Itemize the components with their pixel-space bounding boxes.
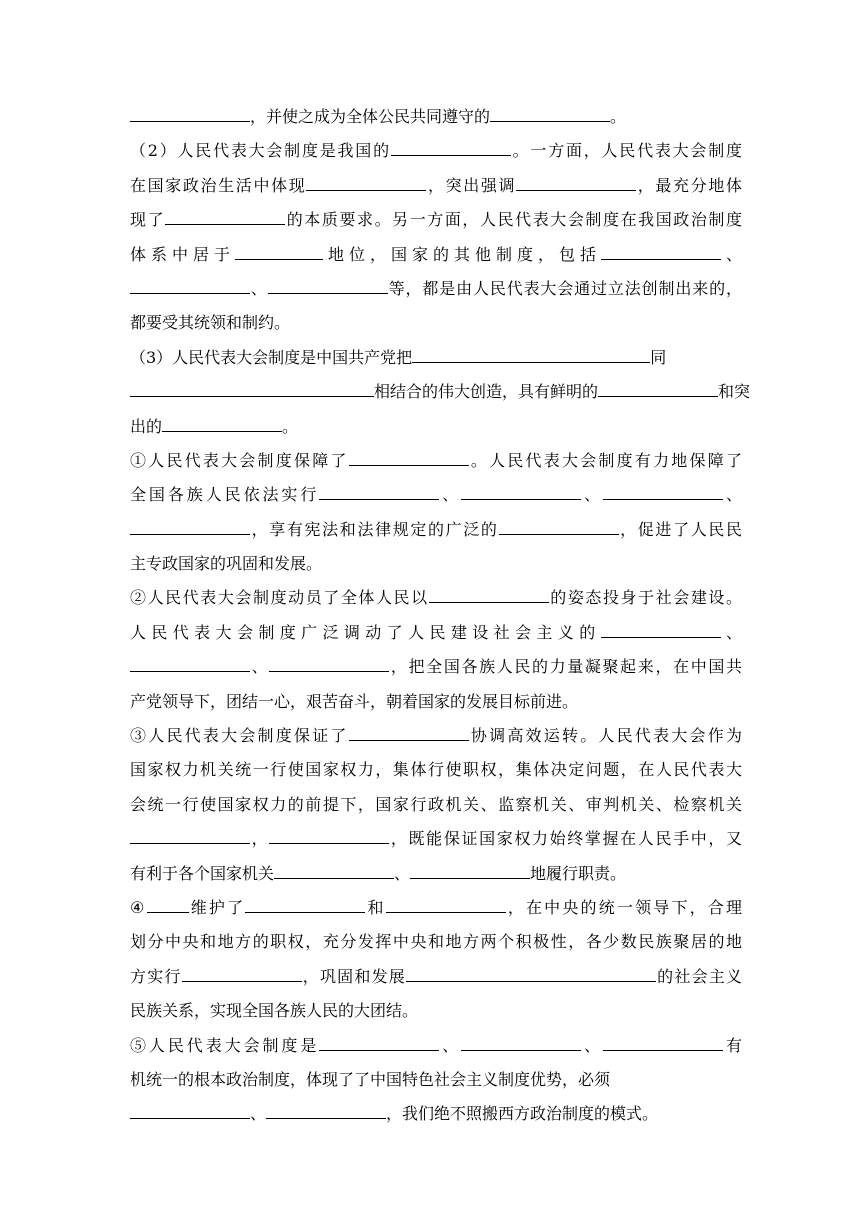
answer-blank[interactable] xyxy=(410,862,530,879)
answer-blank[interactable] xyxy=(319,1034,439,1051)
text-line-4 xyxy=(130,203,742,237)
text-segment: 方实行 xyxy=(130,966,182,986)
answer-blank[interactable] xyxy=(499,518,619,535)
text-segment: ③人民代表大会制度保证了 xyxy=(130,726,349,746)
text-line-11 xyxy=(130,444,742,478)
answer-blank[interactable] xyxy=(516,174,636,191)
text-segment: 主专政国家的巩固和发展。 xyxy=(130,554,323,574)
text-segment: ②人民代表大会制度动员了全体人民以 xyxy=(130,588,429,608)
text-segment: 全国各族人民依法实行 xyxy=(130,485,320,505)
text-line-30 xyxy=(130,1097,742,1131)
text-segment: 维护了 xyxy=(188,897,246,917)
text-line-19 xyxy=(130,719,742,753)
text-segment: 的本质要求。另一方面，人民代表大会制度在我国政治制度 xyxy=(285,210,742,230)
answer-blank[interactable] xyxy=(235,243,323,260)
text-segment: 。一方面，人民代表大会制度 xyxy=(510,141,742,161)
text-segment: 、 xyxy=(720,622,742,642)
text-segment: 国家权力机关统一行使国家权力，集体行使职权，集体决定问题，在人民代表大 xyxy=(130,760,742,780)
text-line-9 xyxy=(130,375,751,409)
text-segment: 、 xyxy=(439,1035,462,1055)
text-segment: 协调高效运转。人民代表大会作为 xyxy=(468,726,742,746)
answer-blank[interactable] xyxy=(130,105,250,122)
text-segment: 相结合的伟大创造，具有鲜明的 xyxy=(374,382,599,402)
text-segment: ，促进了人民民 xyxy=(618,519,742,539)
text-segment: 出的 xyxy=(130,416,163,436)
answer-blank[interactable] xyxy=(306,174,426,191)
answer-blank[interactable] xyxy=(319,483,439,500)
text-line-28 xyxy=(130,1029,742,1063)
text-segment: ，我们绝不照搬西方政治制度的模式。 xyxy=(386,1104,659,1124)
text-line-12 xyxy=(130,478,742,512)
text-segment: ，在中央的统一领导下，合理 xyxy=(505,897,742,917)
text-line-13 xyxy=(130,513,742,547)
text-segment: 。 xyxy=(282,416,299,436)
text-segment: ，突出强调 xyxy=(426,175,517,195)
answer-blank[interactable] xyxy=(274,862,394,879)
text-segment: ， xyxy=(250,829,270,849)
text-segment: ，最充分地体 xyxy=(636,175,742,195)
answer-blank[interactable] xyxy=(268,277,388,294)
text-segment: 、 xyxy=(439,485,462,505)
answer-blank[interactable] xyxy=(130,1102,250,1119)
text-segment: ，并使之成为全体公民共同遵守的 xyxy=(250,107,491,126)
answer-blank[interactable] xyxy=(386,896,506,913)
text-segment: ，享有宪法和法律规定的广泛的 xyxy=(250,519,499,539)
text-line-6 xyxy=(130,272,742,306)
text-line-21 xyxy=(130,788,742,822)
text-line-2 xyxy=(130,134,742,168)
text-segment: 等，都是由人民代表大会通过立法创制出来的， xyxy=(387,278,742,298)
answer-blank[interactable] xyxy=(269,655,389,672)
text-segment: 产党领导下，团结一心，艰苦奋斗，朝着国家的发展目标前进。 xyxy=(130,691,579,711)
answer-blank[interactable] xyxy=(598,380,718,397)
answer-blank[interactable] xyxy=(130,518,250,535)
text-line-5 xyxy=(130,238,742,272)
text-line-25 xyxy=(130,925,742,959)
text-segment: 都要受其统领和制约。 xyxy=(130,313,291,333)
text-segment: 机统一的根本政治制度，体现了了中国特色社会主义制度优势，必须 xyxy=(130,1069,611,1089)
answer-blank[interactable] xyxy=(349,449,469,466)
text-segment: 体系中居于 xyxy=(130,244,235,264)
text-segment: ①人民代表大会制度保障了 xyxy=(130,450,349,470)
text-line-20 xyxy=(130,753,742,787)
text-segment: 划分中央和地方的职权，充分发挥中央和地方两个积极性，各少数民族聚居的地 xyxy=(130,932,742,952)
answer-blank[interactable] xyxy=(490,105,610,122)
text-segment: 会统一行使国家权力的前提下，国家行政机关、监察机关、审判机关、检察机关 xyxy=(130,794,742,814)
text-segment: ，把全国各族人民的力量凝聚起来，在中国共 xyxy=(389,657,742,677)
answer-blank[interactable] xyxy=(269,827,389,844)
text-segment: （2）人民代表大会制度是我国的 xyxy=(130,141,391,161)
text-segment: （3）人民代表大会制度是中国共产党把 xyxy=(130,347,413,367)
text-segment: ⑤人民代表大会制度是 xyxy=(130,1035,320,1055)
text-segment: 、 xyxy=(250,657,270,677)
text-line-8 xyxy=(130,341,742,375)
answer-blank[interactable] xyxy=(147,896,189,913)
text-line-16 xyxy=(130,616,742,650)
text-segment: 在国家政治生活中体现 xyxy=(130,175,307,195)
text-segment: 、 xyxy=(723,485,742,505)
text-segment: 民族关系，实现全国各族人民的大团结。 xyxy=(130,1001,419,1021)
answer-blank[interactable] xyxy=(182,965,302,982)
answer-blank[interactable] xyxy=(349,724,469,741)
text-line-7 xyxy=(130,306,742,340)
text-segment: 。 xyxy=(610,107,627,126)
text-line-23 xyxy=(130,857,742,891)
text-segment: 、 xyxy=(394,863,411,883)
text-segment: 、 xyxy=(581,485,604,505)
text-segment: 、 xyxy=(720,244,742,264)
answer-blank[interactable] xyxy=(391,139,511,156)
text-line-27 xyxy=(130,994,742,1028)
answer-blank[interactable] xyxy=(130,277,250,294)
text-line-10 xyxy=(130,410,742,444)
answer-blank[interactable] xyxy=(601,243,721,260)
text-line-17 xyxy=(130,650,742,684)
text-line-3 xyxy=(130,169,742,203)
answer-blank[interactable] xyxy=(461,483,581,500)
text-line-15 xyxy=(130,581,742,615)
text-segment: 和 xyxy=(365,897,386,917)
answer-blank[interactable] xyxy=(412,346,650,363)
answer-blank[interactable] xyxy=(603,483,723,500)
text-line-24 xyxy=(130,891,742,925)
text-segment: 现了 xyxy=(130,210,166,230)
text-segment: 有 xyxy=(723,1035,742,1055)
text-segment: 地履行职责。 xyxy=(530,863,627,883)
answer-blank[interactable] xyxy=(429,586,549,603)
text-line-26 xyxy=(130,960,742,994)
answer-blank[interactable] xyxy=(165,208,285,225)
text-line-14 xyxy=(130,547,742,581)
text-line-22 xyxy=(130,822,742,856)
text-segment: 同 xyxy=(650,347,667,367)
text-segment: 人民代表大会制度广泛调动了人民建设社会主义的 xyxy=(130,622,601,642)
text-segment: 的社会主义 xyxy=(655,966,742,986)
text-segment: 的姿态投身于社会建设。 xyxy=(548,588,742,608)
text-line-29 xyxy=(130,1063,742,1097)
answer-blank[interactable] xyxy=(130,827,250,844)
text-segment: 、 xyxy=(250,278,268,298)
text-segment: 、 xyxy=(581,1035,604,1055)
text-segment: ④ xyxy=(130,897,147,917)
answer-blank[interactable] xyxy=(461,1034,581,1051)
text-segment: ，既能保证国家权力始终掌握在人民手中，又 xyxy=(389,829,742,849)
answer-blank[interactable] xyxy=(266,1102,386,1119)
answer-blank[interactable] xyxy=(406,965,656,982)
text-line-1 xyxy=(130,100,742,134)
text-segment: 有利于各个国家机关 xyxy=(130,863,275,883)
text-line-18 xyxy=(130,685,742,719)
answer-blank[interactable] xyxy=(130,655,250,672)
text-segment: ，巩固和发展 xyxy=(301,966,406,986)
text-segment: 和突 xyxy=(718,382,751,402)
worksheet-page xyxy=(130,100,751,1132)
answer-blank[interactable] xyxy=(162,415,282,432)
answer-blank[interactable] xyxy=(245,896,365,913)
answer-blank[interactable] xyxy=(601,621,721,638)
answer-blank[interactable] xyxy=(130,380,374,397)
text-segment: 。人民代表大会制度有力地保障了 xyxy=(468,450,742,470)
answer-blank[interactable] xyxy=(603,1034,723,1051)
text-segment: 地位，国家的其他制度，包括 xyxy=(323,244,601,264)
text-segment: 、 xyxy=(250,1104,267,1124)
